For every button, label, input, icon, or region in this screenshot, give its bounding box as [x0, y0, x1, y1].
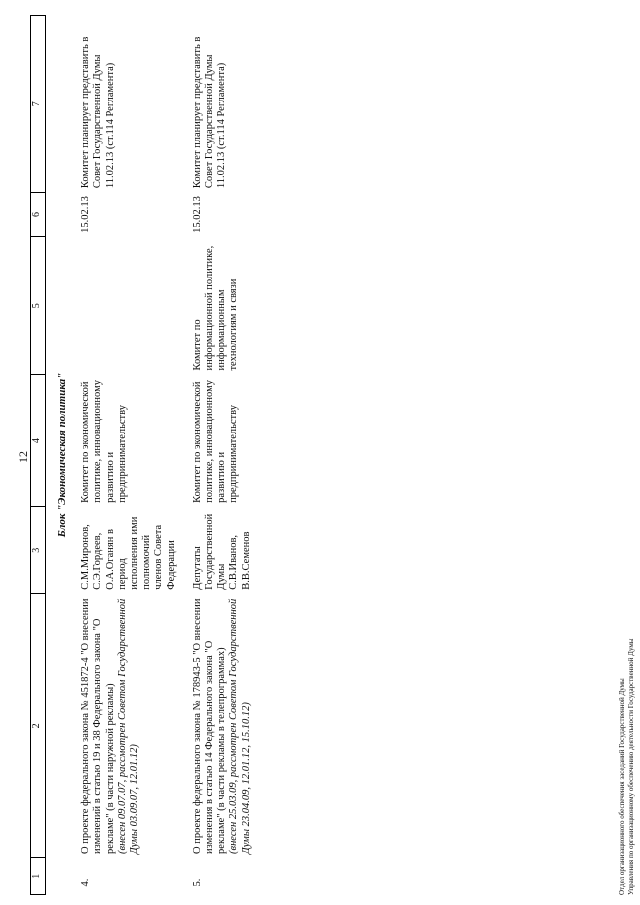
bill-authors: С.М.Миронов, С.Э.Гордеев, О.А.Оганян в период исполнения ими полномочий членов Совета Федерации	[80, 516, 177, 590]
page-number: 12	[16, 451, 30, 463]
bill-title: О проекте федерального закона № 178943-5 "О внесении изменения в статью 14 Федерального закона "О рекламе" (в части рекламы в телепрограммах)	[191, 598, 228, 854]
responsible-committee: Комитет по экономической политике, инновационному развитию и предпринимательству	[191, 380, 240, 503]
column-header-6: 6	[31, 192, 46, 237]
review-date: 15.02.13	[80, 196, 92, 233]
column-header-4: 4	[31, 375, 46, 507]
column-header-2: 2	[31, 594, 46, 858]
table-row	[192, 16, 267, 895]
bill-title: О проекте федерального закона № 451872-4 "О внесении изменений в статью 19 и 38 Федерального закона "О рекламе" (в части наружной рекламы)	[80, 598, 116, 854]
row-number: 4.	[80, 878, 92, 887]
bills-table	[30, 15, 267, 895]
bill-description	[192, 594, 267, 858]
remark: Комитет планирует представить в Совет Государственной Думы 11.02.13 (ст.114 Регламента)	[191, 36, 228, 189]
co-executor-committee	[80, 237, 192, 375]
block-title-row	[46, 16, 81, 895]
bill-description	[80, 594, 192, 858]
block-title: Блок "Экономическая политика"	[56, 372, 68, 538]
column-header-3: 3	[31, 507, 46, 594]
co-executor-committee: Комитет по информационной политике, информационным технологиям и связи	[191, 245, 240, 371]
column-header-7: 7	[31, 16, 46, 193]
bill-authors: Депутаты Государственной Думы С.В.Иванов, В.В.Семенов	[191, 513, 252, 590]
footer-department: Отдел организационного обеспечения заседаний Государственной Думы	[618, 678, 626, 895]
review-date: 15.02.13	[191, 196, 203, 233]
responsible-committee: Комитет по экономической политике, инновационному развитию и предпринимательству	[80, 380, 128, 503]
column-header-5: 5	[31, 237, 46, 375]
footer-directorate: Управления по организационному обеспечению деятельности Государственной Думы	[627, 638, 635, 895]
bill-note: (внесен 25.03.09, рассмотрен Советом Государственной Думы 23.04.09, 12.01.12, 15.10.12)	[228, 598, 252, 854]
column-header-1: 1	[31, 858, 46, 895]
bill-note: (внесен 09.07.07, рассмотрен Советом Государственной Думы 03.09.07, 12.01.12)	[116, 598, 141, 854]
row-number: 5.	[191, 878, 203, 887]
column-number-header-row	[31, 16, 46, 895]
remark: Комитет планирует представить в Совет Государственной Думы 11.02.13 (ст.114 Регламента)	[80, 36, 116, 189]
table-row	[80, 16, 192, 895]
